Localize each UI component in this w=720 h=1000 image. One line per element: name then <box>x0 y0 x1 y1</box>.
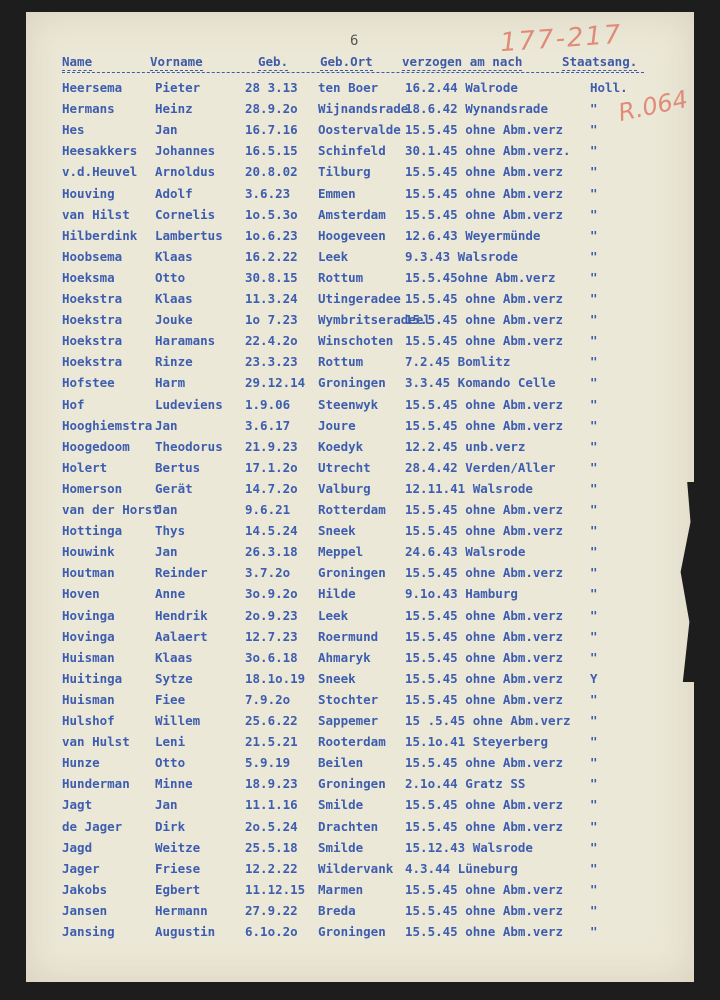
cell-geb: 23.3.23 <box>245 354 298 370</box>
cell-verzogen: 4.3.44 Lüneburg <box>405 860 518 876</box>
cell-verzogen: 15.5.45 ohne Abm.verz <box>405 565 564 581</box>
cell-gebort: Koedyk <box>318 438 364 454</box>
cell-gebort: Hilde <box>318 586 356 602</box>
cell-staatsang: " <box>590 502 598 517</box>
cell-staatsang: " <box>590 649 598 665</box>
cell-staatsang: " <box>590 818 598 834</box>
cell-vorname: Jan <box>155 502 178 517</box>
cell-staatsang: " <box>590 924 598 939</box>
cell-staatsang: " <box>590 734 598 750</box>
cell-staatsang: " <box>590 206 598 222</box>
cell-geb: 1o.5.3o <box>245 206 298 222</box>
cell-geb: 11.1.16 <box>245 797 298 813</box>
cell-verzogen: 24.6.43 Walsrode <box>405 544 526 560</box>
cell-vorname: Jan <box>155 544 178 560</box>
table-row <box>0 755 720 775</box>
cell-gebort: Tilburg <box>318 164 371 180</box>
table-row <box>0 186 720 206</box>
cell-vorname: Gerät <box>155 480 193 496</box>
cell-name: Jansen <box>62 902 108 918</box>
cell-name: Hunze <box>62 755 100 771</box>
table-row <box>0 375 720 395</box>
cell-geb: 3.6.17 <box>245 417 291 433</box>
cell-staatsang: " <box>590 755 598 771</box>
cell-gebort: Amsterdam <box>318 206 386 222</box>
table-row <box>0 418 720 438</box>
cell-staatsang: " <box>590 881 598 897</box>
cell-geb: 12.7.23 <box>245 628 298 644</box>
cell-gebort: Rooterdam <box>318 734 386 750</box>
cell-name: Hottinga <box>62 523 123 539</box>
cell-name: Hoogedoom <box>62 438 130 454</box>
cell-geb: 16.7.16 <box>245 122 298 138</box>
cell-name: Jager <box>62 860 100 876</box>
cell-vorname: Klaas <box>155 248 193 264</box>
column-header-row <box>0 54 720 74</box>
table-row <box>0 903 720 923</box>
cell-geb: 14.7.2o <box>245 480 298 496</box>
cell-name: Houwink <box>62 544 115 560</box>
cell-name: Hoekstra <box>62 333 123 349</box>
cell-geb: 3.6.23 <box>245 185 291 201</box>
cell-vorname: Klaas <box>155 649 193 665</box>
cell-staatsang: " <box>590 902 598 918</box>
table-row <box>0 397 720 417</box>
table-row <box>0 523 720 543</box>
table-row <box>0 840 720 860</box>
table-row <box>0 291 720 311</box>
cell-geb: 2o.9.23 <box>245 607 298 623</box>
cell-geb: 29.12.14 <box>245 375 306 391</box>
cell-geb: 3o.9.2o <box>245 586 298 602</box>
cell-geb: 1o.6.23 <box>245 227 298 243</box>
cell-geb: 16.2.22 <box>245 248 298 264</box>
cell-vorname: Willem <box>155 713 201 728</box>
cell-verzogen: 15.5.45 ohne Abm.verz <box>405 881 564 897</box>
cell-verzogen: 15.5.45 ohne Abm.verz <box>405 417 564 433</box>
cell-staatsang: " <box>590 185 598 201</box>
cell-gebort: Steenwyk <box>318 396 379 412</box>
cell-name: van Hulst <box>62 734 130 750</box>
cell-vorname: Jan <box>155 417 178 433</box>
cell-gebort: Rottum <box>318 269 364 285</box>
cell-gebort: Sappemer <box>318 713 379 728</box>
cell-vorname: Theodorus <box>155 438 223 454</box>
cell-vorname: Otto <box>155 755 186 771</box>
cell-staatsang: " <box>590 691 598 707</box>
cell-vorname: Rinze <box>155 354 193 370</box>
cell-name: Hoven <box>62 586 100 602</box>
column-header-verzogen: verzogen am nach <box>402 54 523 69</box>
cell-verzogen: 2.1o.44 Gratz SS <box>405 776 526 792</box>
cell-vorname: Jan <box>155 797 178 813</box>
table-row <box>0 143 720 163</box>
cell-gebort: Leek <box>318 607 349 623</box>
cell-staatsang: " <box>590 797 598 813</box>
cell-verzogen: 15.1o.41 Steyerberg <box>405 734 548 750</box>
table-row <box>0 80 720 100</box>
cell-vorname: Ludeviens <box>155 396 223 412</box>
cell-staatsang: " <box>590 291 598 306</box>
cell-name: Heesakkers <box>62 143 138 159</box>
cell-gebort: Sneek <box>318 670 356 686</box>
cell-staatsang: " <box>590 101 598 117</box>
cell-name: Hulshof <box>62 713 115 728</box>
cell-verzogen: 15.5.45 ohne Abm.verz <box>405 122 564 138</box>
cell-gebort: Smilde <box>318 797 364 813</box>
table-row <box>0 776 720 796</box>
cell-gebort: Ahmaryk <box>318 649 371 665</box>
table-row <box>0 502 720 522</box>
cell-gebort: Groningen <box>318 375 386 391</box>
column-header-vorname: Vorname <box>150 54 203 69</box>
table-row <box>0 629 720 649</box>
table-row <box>0 565 720 585</box>
cell-geb: 7.9.2o <box>245 691 291 707</box>
table-row <box>0 608 720 628</box>
cell-geb: 22.4.2o <box>245 333 298 349</box>
cell-verzogen: 15.5.45 ohne Abm.verz <box>405 818 564 834</box>
cell-name: Hofstee <box>62 375 115 391</box>
page-number: 6 <box>350 33 359 49</box>
cell-verzogen: 15.5.45 ohne Abm.verz <box>405 607 564 623</box>
cell-staatsang: " <box>590 586 598 602</box>
cell-vorname: Anne <box>155 586 186 602</box>
cell-gebort: Meppel <box>318 544 364 560</box>
cell-staatsang: " <box>590 607 598 623</box>
cell-staatsang: " <box>590 417 598 433</box>
cell-gebort: Sneek <box>318 523 356 539</box>
cell-geb: 17.1.2o <box>245 459 298 475</box>
table-row <box>0 312 720 332</box>
cell-gebort: Leek <box>318 248 349 264</box>
cell-name: Hoekstra <box>62 291 123 306</box>
cell-gebort: Winschoten <box>318 333 394 349</box>
table-row <box>0 481 720 501</box>
cell-gebort: Emmen <box>318 185 356 201</box>
cell-verzogen: 15.5.45 ohne Abm.verz <box>405 670 564 686</box>
cell-vorname: Egbert <box>155 881 201 897</box>
cell-verzogen: 15 .5.45 ohne Abm.verz <box>405 713 571 728</box>
cell-staatsang: " <box>590 227 598 243</box>
cell-staatsang: " <box>590 480 598 496</box>
cell-staatsang: " <box>590 523 598 539</box>
table-row <box>0 586 720 606</box>
cell-verzogen: 15.5.45ohne Abm.verz <box>405 269 556 285</box>
cell-gebort: Stochter <box>318 691 379 707</box>
cell-name: Hoeksma <box>62 269 115 285</box>
cell-vorname: Bertus <box>155 459 201 475</box>
cell-vorname: Hermann <box>155 902 208 918</box>
cell-name: Huitinga <box>62 670 123 686</box>
cell-gebort: ten Boer <box>318 80 379 95</box>
cell-name: Hoobsema <box>62 248 123 264</box>
cell-staatsang: " <box>590 333 598 349</box>
cell-name: Houtman <box>62 565 115 581</box>
cell-verzogen: 15.5.45 ohne Abm.verz <box>405 797 564 813</box>
cell-vorname: Leni <box>155 734 186 750</box>
cell-geb: 11.3.24 <box>245 291 298 306</box>
table-row <box>0 460 720 480</box>
cell-verzogen: 15.5.45 ohne Abm.verz <box>405 396 564 412</box>
handwritten-side-annotation: R.064 <box>615 85 691 127</box>
cell-vorname: Dirk <box>155 818 186 834</box>
cell-name: Hunderman <box>62 776 130 792</box>
cell-geb: 21.5.21 <box>245 734 298 750</box>
cell-geb: 9.6.21 <box>245 502 291 517</box>
cell-verzogen: 12.11.41 Walsrode <box>405 480 533 496</box>
cell-verzogen: 15.5.45 ohne Abm.verz <box>405 312 564 328</box>
cell-name: v.d.Heuvel <box>62 164 138 180</box>
cell-verzogen: 15.5.45 ohne Abm.verz <box>405 755 564 771</box>
cell-staatsang: " <box>590 544 598 560</box>
cell-verzogen: 15.5.45 ohne Abm.verz <box>405 523 564 539</box>
cell-name: Hoekstra <box>62 312 123 328</box>
table-row <box>0 333 720 353</box>
cell-verzogen: 15.5.45 ohne Abm.verz <box>405 185 564 201</box>
table-row <box>0 164 720 184</box>
cell-geb: 25.6.22 <box>245 713 298 728</box>
cell-name: Huisman <box>62 649 115 665</box>
table-row <box>0 819 720 839</box>
column-header-gebort: Geb.Ort <box>320 54 373 69</box>
cell-vorname: Pieter <box>155 80 201 95</box>
cell-verzogen: 30.1.45 ohne Abm.verz. <box>405 143 571 159</box>
cell-geb: 16.5.15 <box>245 143 298 159</box>
cell-geb: 5.9.19 <box>245 755 291 771</box>
cell-gebort: Oostervalde <box>318 122 401 138</box>
cell-geb: 1o 7.23 <box>245 312 298 328</box>
table-row <box>0 228 720 248</box>
cell-vorname: Cornelis <box>155 206 216 222</box>
cell-name: Jakobs <box>62 881 108 897</box>
cell-vorname: Weitze <box>155 839 201 855</box>
cell-staatsang: " <box>590 628 598 644</box>
cell-geb: 2o.5.24 <box>245 818 298 834</box>
cell-geb: 1.9.06 <box>245 396 291 412</box>
table-row <box>0 354 720 374</box>
cell-verzogen: 15.5.45 ohne Abm.verz <box>405 333 564 349</box>
cell-name: Heersema <box>62 80 123 95</box>
cell-staatsang: " <box>590 776 598 792</box>
cell-gebort: Groningen <box>318 924 386 939</box>
cell-geb: 6.1o.2o <box>245 924 298 939</box>
table-row <box>0 439 720 459</box>
cell-geb: 21.9.23 <box>245 438 298 454</box>
cell-name: Hermans <box>62 101 115 117</box>
cell-geb: 30.8.15 <box>245 269 298 285</box>
cell-vorname: Aalaert <box>155 628 208 644</box>
cell-vorname: Fiee <box>155 691 186 707</box>
cell-vorname: Augustin <box>155 924 216 939</box>
cell-geb: 26.3.18 <box>245 544 298 560</box>
cell-name: Hooghiemstra <box>62 417 153 433</box>
cell-name: Hoekstra <box>62 354 123 370</box>
cell-gebort: Beilen <box>318 755 364 771</box>
cell-name: Hes <box>62 122 85 138</box>
cell-name: Jagd <box>62 839 93 855</box>
cell-name: Hilberdink <box>62 227 138 243</box>
cell-gebort: Joure <box>318 417 356 433</box>
cell-verzogen: 16.2.44 Walrode <box>405 80 518 95</box>
cell-vorname: Harm <box>155 375 186 391</box>
cell-staatsang: " <box>590 248 598 264</box>
cell-vorname: Klaas <box>155 291 193 306</box>
cell-verzogen: 15.5.45 ohne Abm.verz <box>405 164 564 180</box>
cell-gebort: Smilde <box>318 839 364 855</box>
cell-staatsang: " <box>590 312 598 328</box>
cell-vorname: Jan <box>155 122 178 138</box>
cell-vorname: Hendrik <box>155 607 208 623</box>
cell-verzogen: 15.5.45 ohne Abm.verz <box>405 291 564 306</box>
table-row <box>0 270 720 290</box>
cell-staatsang: " <box>590 860 598 876</box>
cell-staatsang: " <box>590 565 598 581</box>
cell-geb: 14.5.24 <box>245 523 298 539</box>
cell-gebort: Rottum <box>318 354 364 370</box>
cell-geb: 12.2.22 <box>245 860 298 876</box>
cell-geb: 3o.6.18 <box>245 649 298 665</box>
cell-geb: 18.1o.19 <box>245 670 306 686</box>
cell-staatsang: " <box>590 143 598 159</box>
cell-staatsang: " <box>590 839 598 855</box>
cell-verzogen: 15.5.45 ohne Abm.verz <box>405 502 564 517</box>
cell-staatsang: " <box>590 375 598 391</box>
cell-verzogen: 3.3.45 Komando Celle <box>405 375 556 391</box>
table-row <box>0 650 720 670</box>
cell-gebort: Groningen <box>318 776 386 792</box>
cell-verzogen: 15.5.45 ohne Abm.verz <box>405 628 564 644</box>
cell-geb: 20.8.02 <box>245 164 298 180</box>
cell-name: Hovinga <box>62 607 115 623</box>
column-header-geb: Geb. <box>258 54 289 69</box>
cell-geb: 11.12.15 <box>245 881 306 897</box>
cell-name: de Jager <box>62 818 123 834</box>
header-underline <box>62 72 644 73</box>
cell-verzogen: 9.1o.43 Hamburg <box>405 586 518 602</box>
cell-geb: 27.9.22 <box>245 902 298 918</box>
cell-vorname: Heinz <box>155 101 193 117</box>
cell-vorname: Thys <box>155 523 186 539</box>
cell-geb: 28.9.2o <box>245 101 298 117</box>
cell-name: Hof <box>62 396 85 412</box>
cell-vorname: Adolf <box>155 185 193 201</box>
cell-vorname: Friese <box>155 860 201 876</box>
cell-verzogen: 15.5.45 ohne Abm.verz <box>405 924 564 939</box>
cell-name: van der Horst <box>62 502 160 517</box>
cell-gebort: Groningen <box>318 565 386 581</box>
table-row <box>0 101 720 121</box>
table-row <box>0 882 720 902</box>
table-row <box>0 713 720 733</box>
cell-verzogen: 15.5.45 ohne Abm.verz <box>405 649 564 665</box>
cell-staatsang: " <box>590 459 598 475</box>
table-row <box>0 122 720 142</box>
cell-gebort: Rotterdam <box>318 502 386 517</box>
cell-geb: 28 3.13 <box>245 80 298 95</box>
cell-gebort: Wymbritseradeel <box>318 312 431 328</box>
cell-vorname: Otto <box>155 269 186 285</box>
cell-vorname: Minne <box>155 776 193 792</box>
cell-gebort: Schinfeld <box>318 143 386 159</box>
cell-staatsang: Y <box>590 670 598 686</box>
cell-gebort: Hoogeveen <box>318 227 386 243</box>
handwritten-annotation: 177-217 <box>499 19 624 59</box>
cell-verzogen: 7.2.45 Bomlitz <box>405 354 511 370</box>
column-header-staatsang: Staatsang. <box>562 54 638 69</box>
cell-vorname: Haramans <box>155 333 216 349</box>
cell-verzogen: 15.5.45 ohne Abm.verz <box>405 691 564 707</box>
cell-name: Houving <box>62 185 115 201</box>
cell-gebort: Roermund <box>318 628 379 644</box>
table-row <box>0 797 720 817</box>
cell-geb: 3.7.2o <box>245 565 291 581</box>
cell-name: Holert <box>62 459 108 475</box>
cell-staatsang: " <box>590 122 598 138</box>
cell-verzogen: 15.12.43 Walsrode <box>405 839 533 855</box>
cell-gebort: Drachten <box>318 818 379 834</box>
table-row <box>0 544 720 564</box>
cell-name: van Hilst <box>62 206 130 222</box>
cell-name: Homerson <box>62 480 123 496</box>
cell-verzogen: 9.3.43 Walsrode <box>405 248 518 264</box>
cell-staatsang: " <box>590 713 598 728</box>
table-row <box>0 207 720 227</box>
cell-vorname: Johannes <box>155 143 216 159</box>
cell-verzogen: 15.5.45 ohne Abm.verz <box>405 206 564 222</box>
cell-verzogen: 15.5.45 ohne Abm.verz <box>405 902 564 918</box>
table-row <box>0 671 720 691</box>
cell-vorname: Sytze <box>155 670 193 686</box>
cell-gebort: Marmen <box>318 881 364 897</box>
table-row <box>0 924 720 944</box>
cell-staatsang: " <box>590 269 598 285</box>
cell-name: Huisman <box>62 691 115 707</box>
cell-staatsang: Holl. <box>590 80 628 95</box>
cell-name: Jansing <box>62 924 115 939</box>
cell-staatsang: " <box>590 438 598 454</box>
cell-geb: 25.5.18 <box>245 839 298 855</box>
cell-name: Hovinga <box>62 628 115 644</box>
cell-verzogen: 18.6.42 Wynandsrade <box>405 101 548 117</box>
cell-vorname: Reinder <box>155 565 208 581</box>
table-row <box>0 249 720 269</box>
cell-vorname: Jouke <box>155 312 193 328</box>
cell-verzogen: 12.2.45 unb.verz <box>405 438 526 454</box>
cell-gebort: Utrecht <box>318 459 371 475</box>
cell-staatsang: " <box>590 354 598 370</box>
column-header-name: Name <box>62 54 93 69</box>
cell-vorname: Lambertus <box>155 227 223 243</box>
cell-gebort: Breda <box>318 902 356 918</box>
table-row <box>0 861 720 881</box>
cell-gebort: Wijnandsrade <box>318 101 409 117</box>
table-row <box>0 734 720 754</box>
cell-vorname: Arnoldus <box>155 164 216 180</box>
table-row <box>0 692 720 712</box>
cell-staatsang: " <box>590 396 598 412</box>
cell-staatsang: " <box>590 164 598 180</box>
cell-gebort: Valburg <box>318 480 371 496</box>
cell-gebort: Wildervank <box>318 860 394 876</box>
cell-geb: 18.9.23 <box>245 776 298 792</box>
cell-gebort: Utingeradee <box>318 291 401 306</box>
cell-name: Jagt <box>62 797 93 813</box>
cell-verzogen: 12.6.43 Weyermünde <box>405 227 541 243</box>
cell-verzogen: 28.4.42 Verden/Aller <box>405 459 556 475</box>
